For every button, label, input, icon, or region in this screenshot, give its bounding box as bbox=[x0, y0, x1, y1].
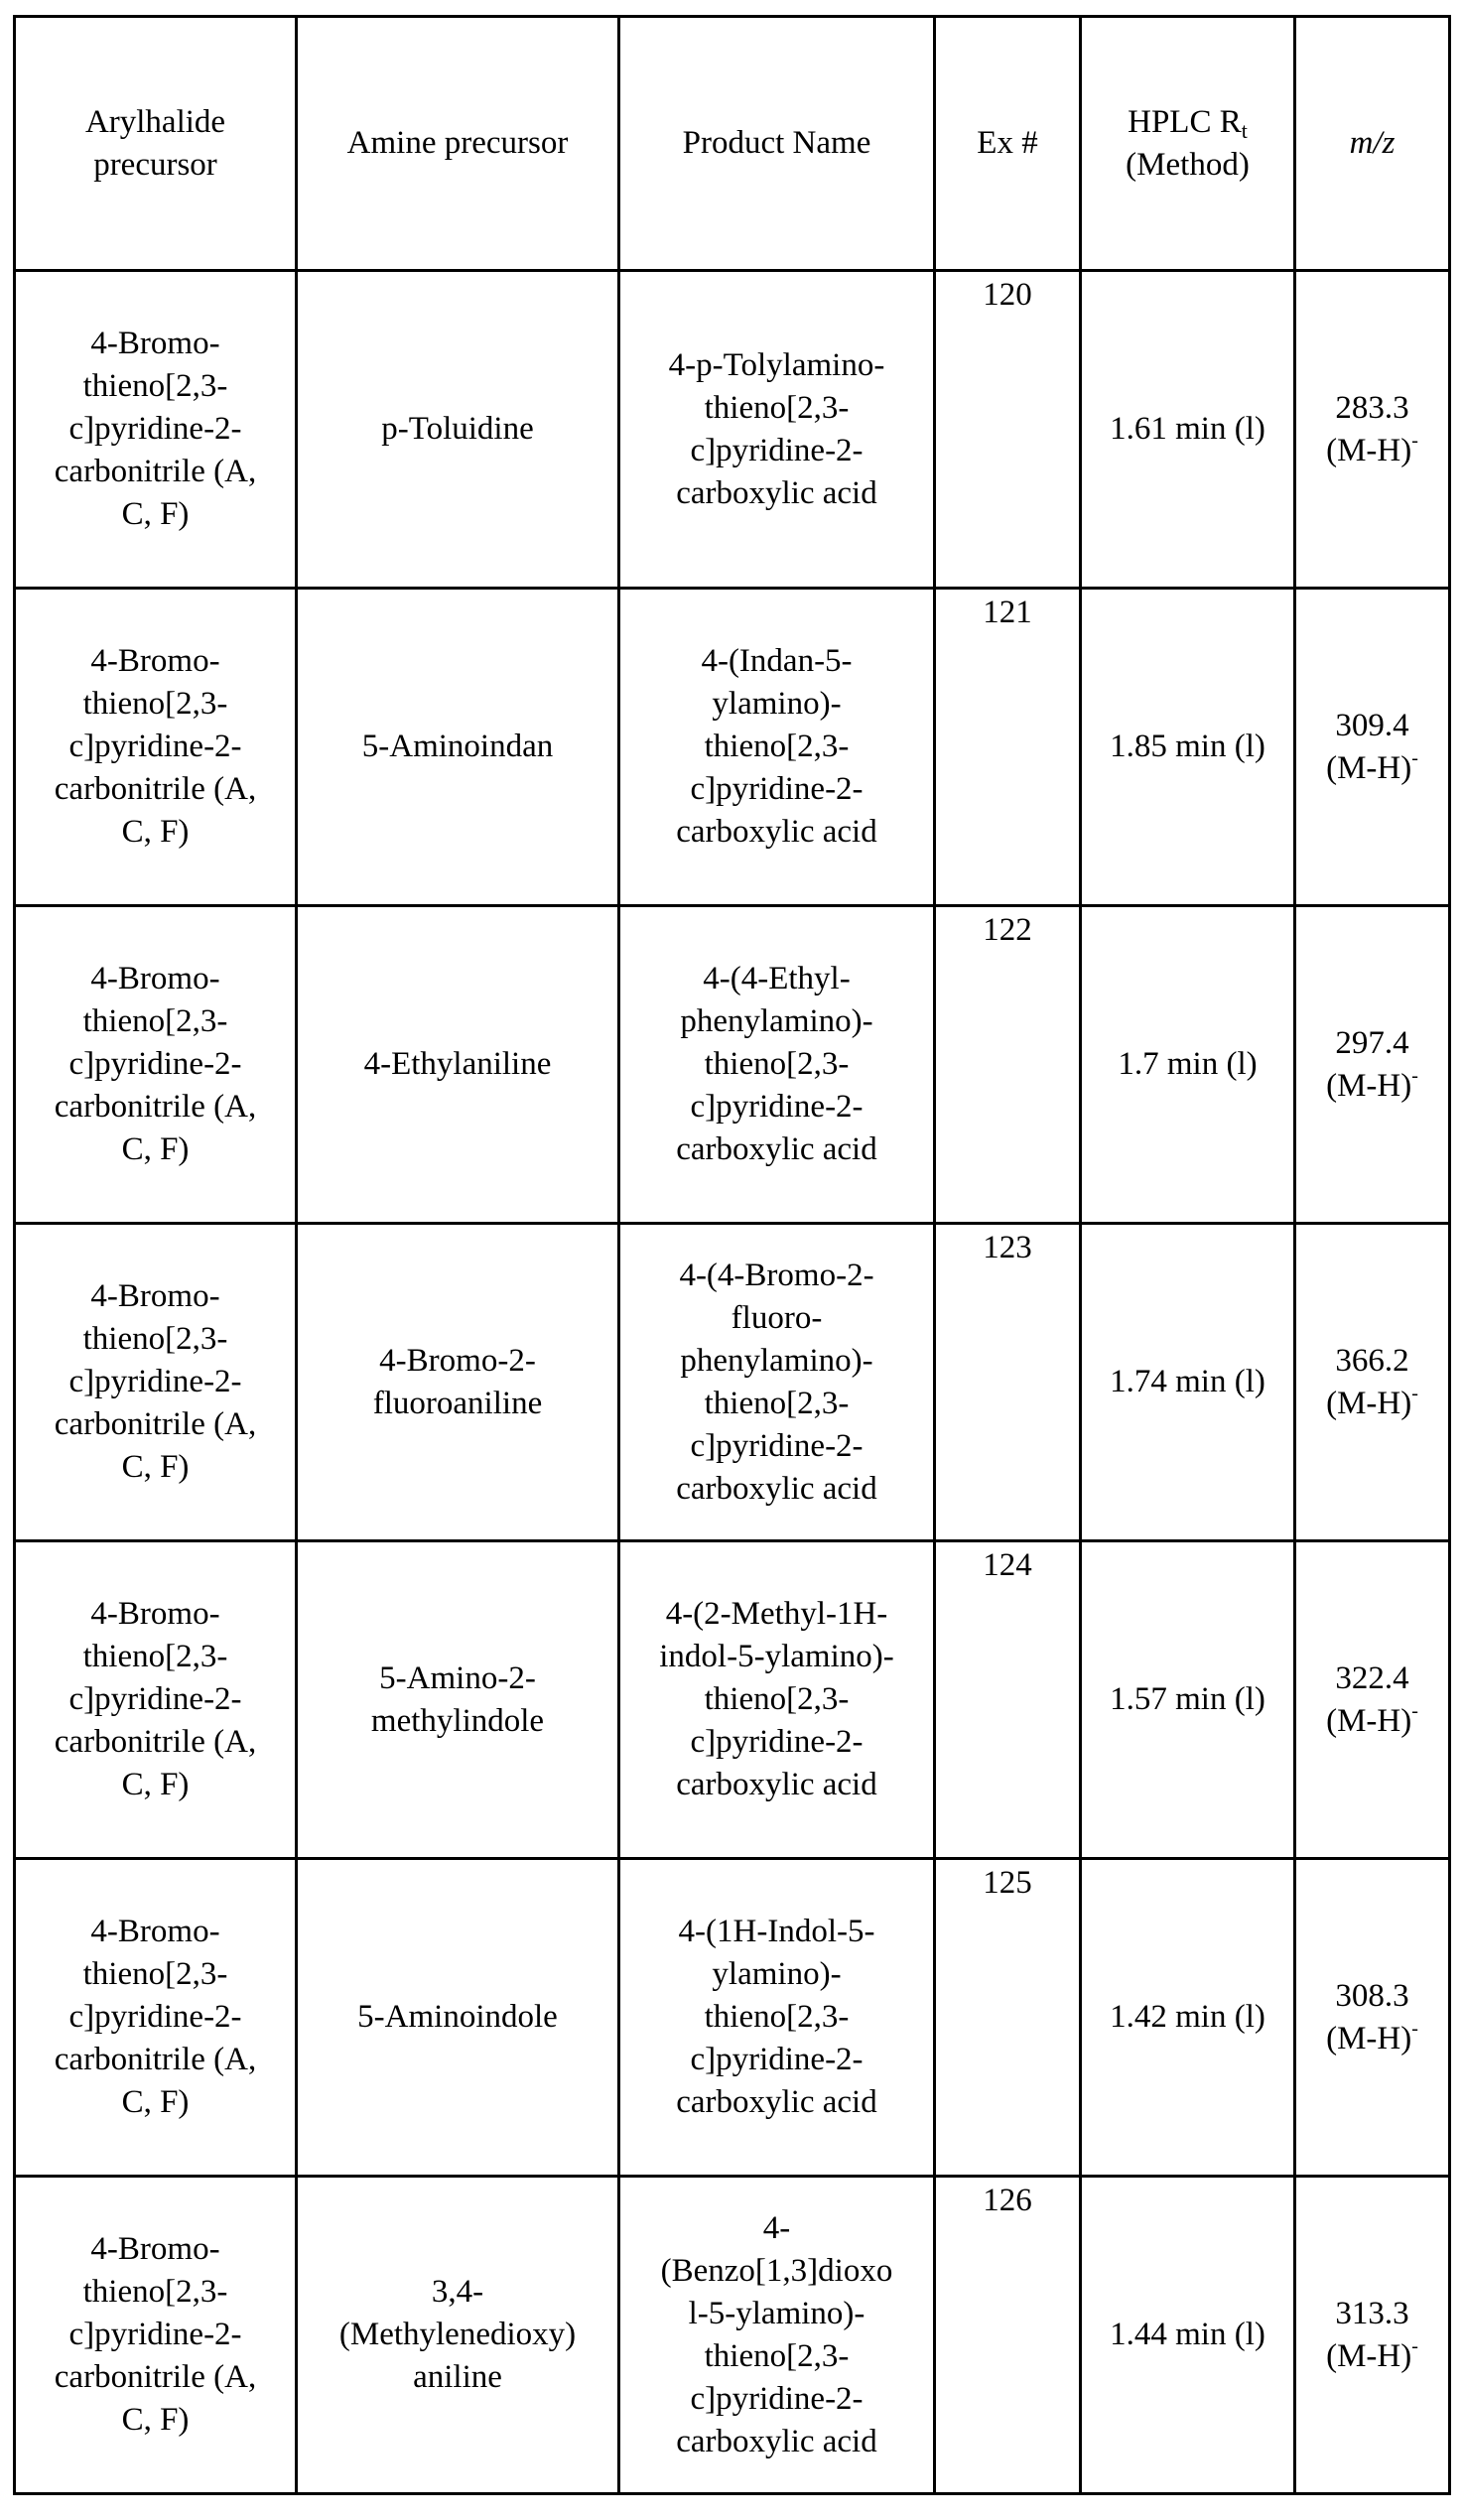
mz-ion: (M-H)- bbox=[1326, 1382, 1418, 1421]
mz-ion: (M-H)- bbox=[1326, 746, 1418, 786]
cell-text-line: thieno[2,3- bbox=[82, 1321, 228, 1357]
cell-text-line: l-5-ylamino)- bbox=[688, 2295, 865, 2331]
cell-product-name bbox=[619, 2177, 935, 2494]
header-example-number bbox=[935, 17, 1081, 271]
cell-text-line: ylamino)- bbox=[712, 1956, 842, 1992]
cell-text-line: 4-Bromo- bbox=[90, 961, 220, 996]
cell-mass-to-charge bbox=[1295, 1224, 1450, 1541]
table-row bbox=[15, 1541, 1450, 1859]
cell-text-line: carbonitrile (A, bbox=[54, 771, 257, 807]
cell-amine-precursor bbox=[297, 906, 619, 1224]
mz-value: 313.3 bbox=[1335, 2295, 1409, 2331]
cell-text-line: fluoroaniline bbox=[372, 1385, 543, 1421]
cell-text-line: 4- bbox=[762, 2209, 791, 2246]
cell-text-line: c]pyridine-2- bbox=[690, 771, 864, 807]
cell-text-line: carbonitrile (A, bbox=[54, 2359, 257, 2395]
cell-text-line: thieno[2,3- bbox=[704, 729, 850, 764]
cell-text-line: thieno[2,3- bbox=[82, 2274, 228, 2310]
cell-arylhalide-precursor bbox=[15, 906, 297, 1224]
cell-hplc-retention: 1.7 min (l) bbox=[1081, 906, 1295, 1224]
cell-text-line: thieno[2,3- bbox=[82, 368, 228, 404]
mz-ion: (M-H)- bbox=[1326, 1064, 1418, 1104]
table-row bbox=[15, 589, 1450, 906]
table-row bbox=[15, 2177, 1450, 2494]
mz-ion: (M-H)- bbox=[1326, 429, 1418, 468]
cell-text-line: c]pyridine-2- bbox=[690, 1427, 864, 1464]
cell-text-line: 4-(1H-Indol-5- bbox=[678, 1914, 875, 1949]
mz-label: m/z bbox=[1349, 125, 1396, 161]
cell-text-line: methylindole bbox=[370, 1702, 545, 1739]
cell-text-line: 5-Aminoindole bbox=[357, 1999, 558, 2035]
cell-amine-precursor bbox=[297, 1541, 619, 1859]
cell-arylhalide-precursor bbox=[15, 1859, 297, 2177]
cell-text-line: C, F) bbox=[121, 1449, 190, 1485]
cell-text-line: c]pyridine-2- bbox=[68, 411, 242, 447]
cell-text-line: c]pyridine-2- bbox=[68, 2317, 242, 2352]
cell-text-line: (Methylenedioxy) bbox=[338, 2317, 577, 2352]
cell-text-line: carbonitrile (A, bbox=[54, 2042, 257, 2077]
cell-text-line: c]pyridine-2- bbox=[68, 1046, 242, 1082]
cell-text-line: c]pyridine-2- bbox=[690, 1724, 864, 1760]
cell-text-line: C, F) bbox=[121, 2402, 190, 2438]
cell-text-line: indol-5-ylamino)- bbox=[659, 1639, 894, 1674]
cell-text-line: carboxylic acid bbox=[676, 2084, 877, 2120]
header-row bbox=[15, 17, 1450, 271]
hplc-method-label: (Method) bbox=[1126, 146, 1250, 183]
cell-text-line: thieno[2,3- bbox=[82, 1956, 228, 1992]
cell-product-name bbox=[619, 589, 935, 906]
cell-example-number: 122 bbox=[935, 906, 1081, 1224]
cell-arylhalide-precursor bbox=[15, 271, 297, 589]
cell-hplc-retention: 1.42 min (l) bbox=[1081, 1859, 1295, 2177]
cell-mass-to-charge bbox=[1295, 906, 1450, 1224]
header-product-name bbox=[619, 17, 935, 271]
cell-text-line: Arylhalide bbox=[84, 103, 226, 140]
mz-ion: (M-H)- bbox=[1326, 2017, 1418, 2056]
cell-text-line: c]pyridine-2- bbox=[68, 1364, 242, 1399]
compound-table bbox=[13, 15, 1451, 2495]
mz-value: 366.2 bbox=[1335, 1342, 1409, 1379]
cell-text-line: 4-Bromo-2- bbox=[379, 1342, 536, 1379]
cell-text-line: 4-(2-Methyl-1H- bbox=[665, 1596, 888, 1632]
cell-example-number: 124 bbox=[935, 1541, 1081, 1859]
cell-text-line: Product Name bbox=[682, 125, 871, 161]
cell-product-name bbox=[619, 1224, 935, 1541]
cell-text-line: carbonitrile (A, bbox=[54, 454, 257, 489]
cell-text-line: carboxylic acid bbox=[676, 474, 877, 511]
cell-text-line: carbonitrile (A, bbox=[54, 1724, 257, 1760]
cell-example-number: 123 bbox=[935, 1224, 1081, 1541]
table-row bbox=[15, 1224, 1450, 1541]
cell-amine-precursor bbox=[297, 271, 619, 589]
cell-mass-to-charge bbox=[1295, 1859, 1450, 2177]
header-hplc-retention bbox=[1081, 17, 1295, 271]
cell-text-line: 4-Ethylaniline bbox=[363, 1046, 552, 1082]
cell-text-line: thieno[2,3- bbox=[704, 1681, 850, 1717]
cell-amine-precursor bbox=[297, 1224, 619, 1541]
header-arylhalide-precursor bbox=[15, 17, 297, 271]
cell-text-line: 4-(Indan-5- bbox=[701, 643, 853, 679]
cell-example-number: 126 bbox=[935, 2177, 1081, 2494]
cell-text-line: 5-Amino-2- bbox=[379, 1659, 536, 1696]
cell-text-line: thieno[2,3- bbox=[704, 1999, 850, 2035]
cell-text-line: C, F) bbox=[121, 1767, 190, 1802]
cell-example-number: 121 bbox=[935, 589, 1081, 906]
cell-text-line: 4-Bromo- bbox=[90, 643, 220, 679]
cell-text-line: fluoro- bbox=[731, 1299, 823, 1336]
cell-text-line: 4-(4-Bromo-2- bbox=[679, 1257, 874, 1293]
cell-text-line: (Benzo[1,3]dioxo bbox=[660, 2252, 893, 2289]
cell-hplc-retention: 1.61 min (l) bbox=[1081, 271, 1295, 589]
cell-text-line: ylamino)- bbox=[712, 686, 842, 722]
header-mass-to-charge bbox=[1295, 17, 1450, 271]
cell-text-line: Amine precursor bbox=[346, 125, 569, 161]
cell-text-line: 4-p-Tolylamino- bbox=[668, 346, 885, 383]
cell-text-line: c]pyridine-2- bbox=[690, 2042, 864, 2077]
cell-text-line: phenylamino)- bbox=[680, 1342, 873, 1379]
cell-amine-precursor bbox=[297, 2177, 619, 2494]
cell-text-line: c]pyridine-2- bbox=[68, 729, 242, 764]
cell-text-line: carbonitrile (A, bbox=[54, 1089, 257, 1125]
cell-text-line: aniline bbox=[413, 2359, 502, 2395]
cell-text-line: 4-Bromo- bbox=[90, 1914, 220, 1949]
cell-text-line: 4-Bromo- bbox=[90, 1278, 220, 1314]
cell-text-line: c]pyridine-2- bbox=[68, 1999, 242, 2035]
cell-text-line: carboxylic acid bbox=[676, 1767, 877, 1802]
mz-value: 309.4 bbox=[1335, 707, 1409, 743]
cell-text-line: p-Toluidine bbox=[381, 411, 534, 447]
table-row bbox=[15, 271, 1450, 589]
cell-mass-to-charge bbox=[1295, 271, 1450, 589]
cell-hplc-retention: 1.85 min (l) bbox=[1081, 589, 1295, 906]
cell-text-line: thieno[2,3- bbox=[704, 2337, 850, 2374]
cell-text-line: carboxylic acid bbox=[676, 1470, 877, 1507]
cell-text-line: Ex # bbox=[977, 125, 1038, 161]
cell-text-line: c]pyridine-2- bbox=[690, 432, 864, 468]
cell-mass-to-charge bbox=[1295, 589, 1450, 906]
cell-text-line: c]pyridine-2- bbox=[690, 2380, 864, 2417]
table-row bbox=[15, 906, 1450, 1224]
cell-text-line: carboxylic acid bbox=[676, 1131, 877, 1167]
cell-text-line: 3,4- bbox=[431, 2274, 484, 2310]
table-body bbox=[15, 271, 1450, 2494]
cell-text-line: c]pyridine-2- bbox=[68, 1681, 242, 1717]
cell-hplc-retention: 1.74 min (l) bbox=[1081, 1224, 1295, 1541]
cell-arylhalide-precursor bbox=[15, 2177, 297, 2494]
cell-amine-precursor bbox=[297, 589, 619, 906]
table-header bbox=[15, 17, 1450, 271]
cell-text-line: 5-Aminoindan bbox=[361, 729, 554, 764]
cell-arylhalide-precursor bbox=[15, 1541, 297, 1859]
cell-arylhalide-precursor bbox=[15, 1224, 297, 1541]
mz-ion: (M-H)- bbox=[1326, 2334, 1418, 2374]
cell-text-line: thieno[2,3- bbox=[82, 1003, 228, 1039]
cell-text-line: 4-(4-Ethyl- bbox=[703, 961, 851, 996]
header-amine-precursor bbox=[297, 17, 619, 271]
cell-text-line: carbonitrile (A, bbox=[54, 1406, 257, 1442]
cell-hplc-retention: 1.57 min (l) bbox=[1081, 1541, 1295, 1859]
hplc-label: HPLC $R_t$ bbox=[1128, 103, 1248, 143]
mz-ion: (M-H)- bbox=[1326, 1699, 1418, 1739]
cell-product-name bbox=[619, 906, 935, 1224]
cell-product-name bbox=[619, 271, 935, 589]
cell-text-line: thieno[2,3- bbox=[704, 1385, 850, 1421]
cell-text-line: phenylamino)- bbox=[680, 1003, 873, 1039]
cell-product-name bbox=[619, 1541, 935, 1859]
mz-value: 283.3 bbox=[1335, 389, 1409, 426]
cell-text-line: C, F) bbox=[121, 814, 190, 850]
cell-text-line: 4-Bromo- bbox=[90, 2231, 220, 2267]
mz-value: 297.4 bbox=[1335, 1024, 1409, 1061]
cell-amine-precursor bbox=[297, 1859, 619, 2177]
cell-text-line: 4-Bromo- bbox=[90, 1596, 220, 1632]
cell-text-line: thieno[2,3- bbox=[704, 389, 850, 426]
cell-text-line: c]pyridine-2- bbox=[690, 1089, 864, 1125]
cell-text-line: C, F) bbox=[121, 496, 190, 532]
table-row bbox=[15, 1859, 1450, 2177]
cell-product-name bbox=[619, 1859, 935, 2177]
cell-text-line: 4-Bromo- bbox=[90, 326, 220, 361]
cell-text-line: carboxylic acid bbox=[676, 2423, 877, 2459]
cell-example-number: 125 bbox=[935, 1859, 1081, 2177]
cell-text-line: carboxylic acid bbox=[676, 814, 877, 850]
cell-hplc-retention: 1.44 min (l) bbox=[1081, 2177, 1295, 2494]
mz-value: 322.4 bbox=[1335, 1659, 1409, 1696]
cell-arylhalide-precursor bbox=[15, 589, 297, 906]
cell-text-line: precursor bbox=[93, 146, 217, 183]
cell-text-line: C, F) bbox=[121, 1131, 190, 1167]
cell-text-line: C, F) bbox=[121, 2084, 190, 2120]
cell-example-number: 120 bbox=[935, 271, 1081, 589]
cell-mass-to-charge bbox=[1295, 1541, 1450, 1859]
cell-text-line: thieno[2,3- bbox=[82, 686, 228, 722]
cell-text-line: thieno[2,3- bbox=[704, 1046, 850, 1082]
mz-value: 308.3 bbox=[1335, 1977, 1409, 2014]
cell-mass-to-charge bbox=[1295, 2177, 1450, 2494]
cell-text-line: thieno[2,3- bbox=[82, 1639, 228, 1674]
